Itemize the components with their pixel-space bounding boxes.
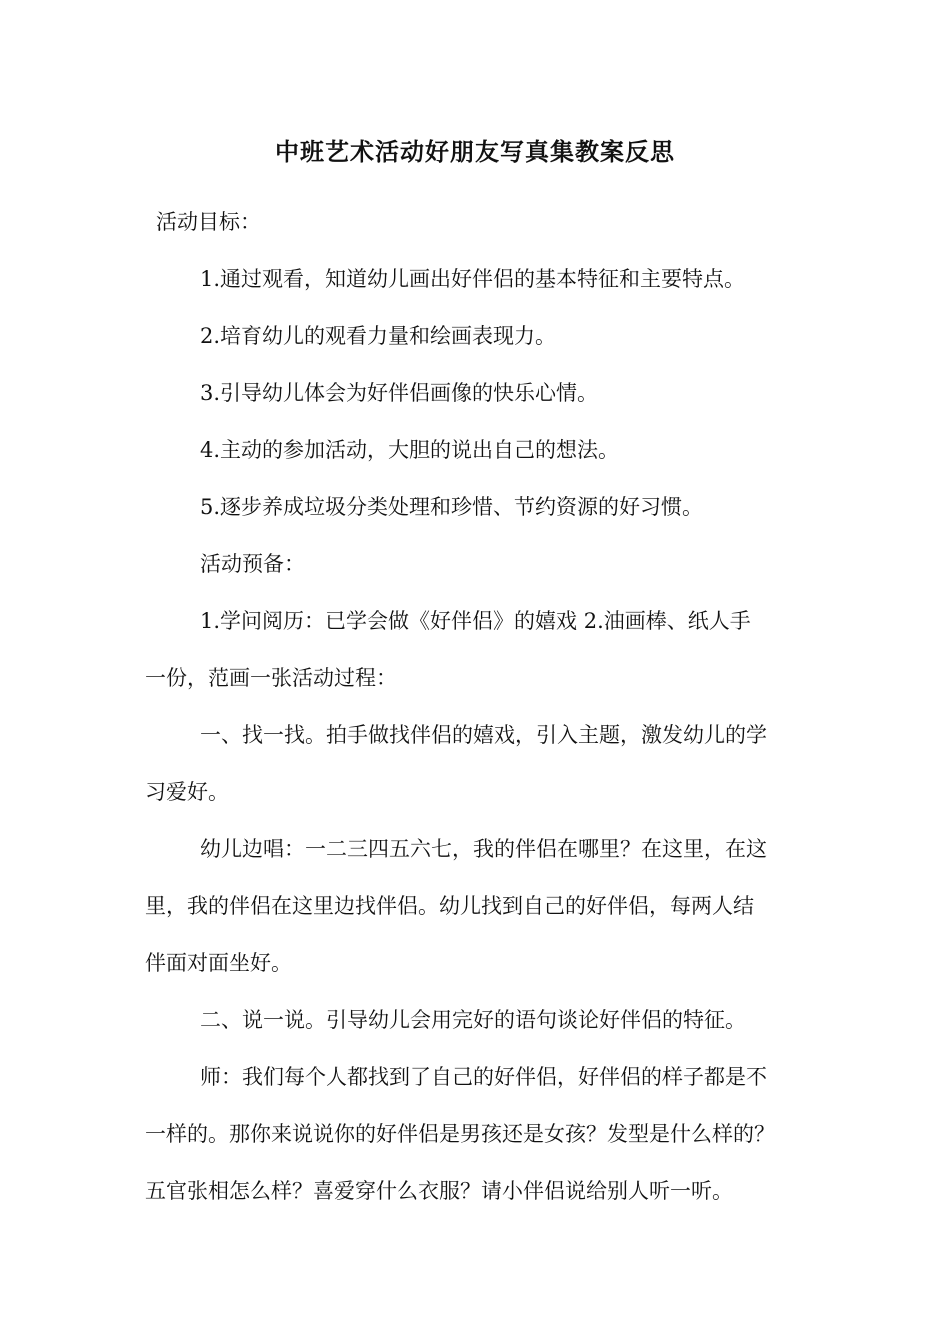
paragraph-line: 1.通过观看，知道幼儿画出好伴侣的基本特征和主要特点。	[200, 267, 746, 291]
paragraph-line: 2.培育幼儿的观看力量和绘画表现力。	[200, 324, 557, 348]
paragraph-line: 1.学问阅历：已学会做《好伴侣》的嬉戏 2.油画棒、纸人手	[200, 609, 751, 633]
section-heading-goals: 活动目标：	[156, 210, 261, 234]
paragraph-line: 一、找一找。拍手做找伴侣的嬉戏，引入主题，激发幼儿的学	[200, 723, 767, 747]
paragraph-line: 4.主动的参加活动，大胆的说出自己的想法。	[200, 438, 620, 462]
paragraph-line: 习爱好。	[145, 780, 229, 804]
paragraph-line: 5.逐步养成垃圾分类处理和珍惜、节约资源的好习惯。	[200, 495, 704, 519]
section-heading-preparation: 活动预备：	[200, 552, 305, 576]
paragraph-line: 一样的。那你来说说你的好伴侣是男孩还是女孩？发型是什么样的？	[145, 1122, 775, 1146]
paragraph-line: 3.引导幼儿体会为好伴侣画像的快乐心情。	[200, 381, 599, 405]
paragraph-line: 二、说一说。引导幼儿会用完好的语句谈论好伴侣的特征。	[200, 1008, 746, 1032]
paragraph-line: 五官张相怎么样？喜爱穿什么衣服？请小伴侣说给别人听一听。	[145, 1179, 733, 1203]
paragraph-line: 伴面对面坐好。	[145, 951, 292, 975]
paragraph-line: 里，我的伴侣在这里边找伴侣。幼儿找到自己的好伴侣，每两人结	[145, 894, 754, 918]
paragraph-line: 师：我们每个人都找到了自己的好伴侣，好伴侣的样子都是不	[200, 1065, 767, 1089]
document-title: 中班艺术活动好朋友写真集教案反思	[275, 137, 675, 166]
paragraph-line: 一份，范画一张活动过程：	[145, 666, 397, 690]
paragraph-line: 幼儿边唱：一二三四五六七，我的伴侣在哪里？在这里，在这	[200, 837, 767, 861]
